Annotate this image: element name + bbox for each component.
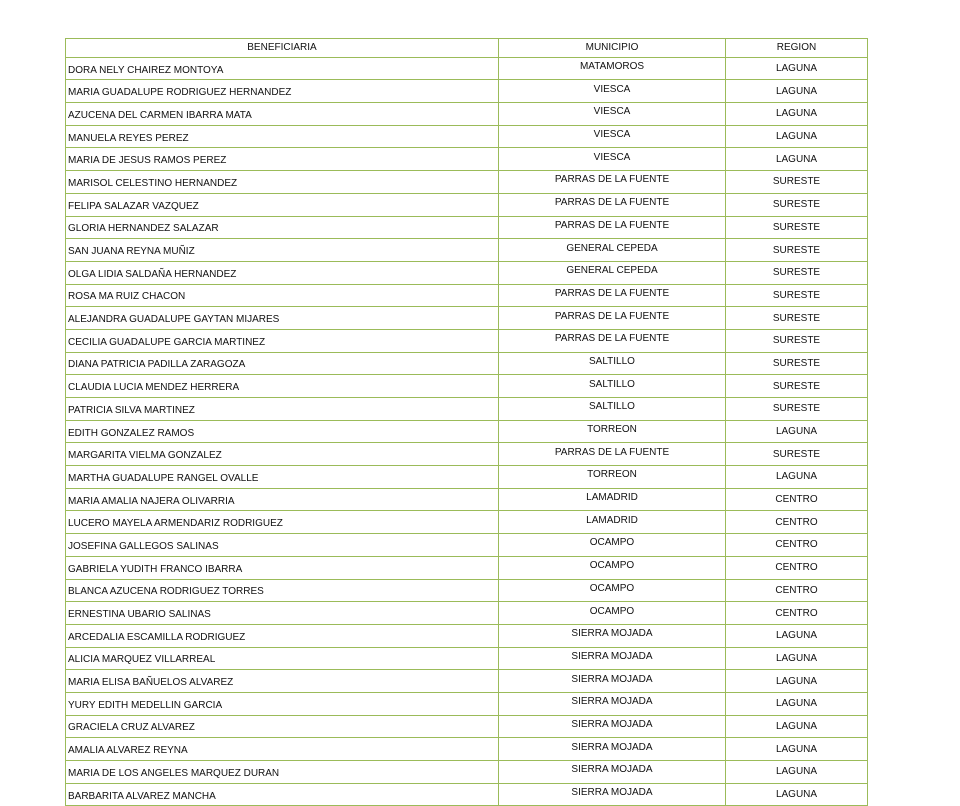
region-cell: CENTRO: [726, 511, 868, 534]
beneficiary-name-cell: EDITH GONZALEZ RAMOS: [66, 420, 499, 443]
region-cell: LAGUNA: [726, 647, 868, 670]
region-cell: CENTRO: [726, 579, 868, 602]
region-cell: SURESTE: [726, 443, 868, 466]
region-cell: LAGUNA: [726, 692, 868, 715]
table-row: [66, 171, 868, 194]
municipality-cell: TORREON: [499, 466, 726, 489]
region-cell: LAGUNA: [726, 148, 868, 171]
region-cell: LAGUNA: [726, 715, 868, 738]
region-cell: CENTRO: [726, 488, 868, 511]
municipality-cell: SALTILLO: [499, 352, 726, 375]
table-row: [66, 670, 868, 693]
region-cell: SURESTE: [726, 398, 868, 421]
table-row: [66, 216, 868, 239]
region-cell: LAGUNA: [726, 738, 868, 761]
column-header-region: REGION: [726, 39, 868, 58]
municipality-cell: OCAMPO: [499, 579, 726, 602]
region-cell: SURESTE: [726, 216, 868, 239]
municipality-cell: SIERRA MOJADA: [499, 692, 726, 715]
table-row: [66, 534, 868, 557]
region-cell: SURESTE: [726, 171, 868, 194]
column-header-beneficiaria: BENEFICIARIA: [66, 39, 499, 58]
municipality-cell: SIERRA MOJADA: [499, 738, 726, 761]
municipality-cell: VIESCA: [499, 148, 726, 171]
beneficiary-name-cell: PATRICIA SILVA MARTINEZ: [66, 398, 499, 421]
beneficiary-name-cell: BARBARITA ALVAREZ MANCHA: [66, 783, 499, 806]
beneficiary-name-cell: FELIPA SALAZAR VAZQUEZ: [66, 193, 499, 216]
beneficiary-name-cell: ARCEDALIA ESCAMILLA RODRIGUEZ: [66, 624, 499, 647]
beneficiary-name-cell: JOSEFINA GALLEGOS SALINAS: [66, 534, 499, 557]
table-row: [66, 193, 868, 216]
table-row: [66, 329, 868, 352]
municipality-cell: VIESCA: [499, 80, 726, 103]
beneficiary-name-cell: MARIA GUADALUPE RODRIGUEZ HERNANDEZ: [66, 80, 499, 103]
region-cell: SURESTE: [726, 352, 868, 375]
municipality-cell: OCAMPO: [499, 602, 726, 625]
table-row: [66, 239, 868, 262]
beneficiary-name-cell: AMALIA ALVAREZ REYNA: [66, 738, 499, 761]
region-cell: SURESTE: [726, 329, 868, 352]
municipality-cell: VIESCA: [499, 103, 726, 126]
table-row: [66, 375, 868, 398]
table-body: [66, 57, 868, 806]
region-cell: LAGUNA: [726, 80, 868, 103]
beneficiary-name-cell: MARIA AMALIA NAJERA OLIVARRIA: [66, 488, 499, 511]
beneficiary-name-cell: MARIA DE LOS ANGELES MARQUEZ DURAN: [66, 761, 499, 784]
header-row: [66, 39, 868, 58]
municipality-cell: SIERRA MOJADA: [499, 783, 726, 806]
beneficiaries-table: [65, 38, 868, 806]
table-row: [66, 692, 868, 715]
municipality-cell: SIERRA MOJADA: [499, 670, 726, 693]
region-cell: SURESTE: [726, 307, 868, 330]
table-row: [66, 715, 868, 738]
table-row: [66, 738, 868, 761]
table-row: [66, 511, 868, 534]
table-row: [66, 556, 868, 579]
region-cell: LAGUNA: [726, 466, 868, 489]
region-cell: CENTRO: [726, 534, 868, 557]
region-cell: CENTRO: [726, 602, 868, 625]
beneficiary-name-cell: ALEJANDRA GUADALUPE GAYTAN MIJARES: [66, 307, 499, 330]
table-row: [66, 761, 868, 784]
municipality-cell: LAMADRID: [499, 511, 726, 534]
table-row: [66, 80, 868, 103]
municipality-cell: TORREON: [499, 420, 726, 443]
beneficiary-name-cell: CLAUDIA LUCIA MENDEZ HERRERA: [66, 375, 499, 398]
beneficiary-name-cell: DORA NELY CHAIREZ MONTOYA: [66, 57, 499, 80]
region-cell: SURESTE: [726, 284, 868, 307]
table-row: [66, 647, 868, 670]
table-row: [66, 261, 868, 284]
municipality-cell: PARRAS DE LA FUENTE: [499, 193, 726, 216]
region-cell: LAGUNA: [726, 125, 868, 148]
beneficiary-name-cell: OLGA LIDIA SALDAÑA HERNANDEZ: [66, 261, 499, 284]
region-cell: SURESTE: [726, 193, 868, 216]
table-row: [66, 284, 868, 307]
beneficiary-name-cell: DIANA PATRICIA PADILLA ZARAGOZA: [66, 352, 499, 375]
municipality-cell: VIESCA: [499, 125, 726, 148]
table-row: [66, 420, 868, 443]
municipality-cell: PARRAS DE LA FUENTE: [499, 443, 726, 466]
table-row: [66, 466, 868, 489]
municipality-cell: SIERRA MOJADA: [499, 647, 726, 670]
region-cell: SURESTE: [726, 261, 868, 284]
beneficiary-name-cell: GLORIA HERNANDEZ SALAZAR: [66, 216, 499, 239]
region-cell: SURESTE: [726, 239, 868, 262]
municipality-cell: GENERAL CEPEDA: [499, 261, 726, 284]
beneficiary-name-cell: SAN JUANA REYNA MUÑIZ: [66, 239, 499, 262]
beneficiary-name-cell: ALICIA MARQUEZ VILLARREAL: [66, 647, 499, 670]
table-row: [66, 103, 868, 126]
municipality-cell: LAMADRID: [499, 488, 726, 511]
municipality-cell: PARRAS DE LA FUENTE: [499, 284, 726, 307]
table-row: [66, 57, 868, 80]
beneficiary-name-cell: LUCERO MAYELA ARMENDARIZ RODRIGUEZ: [66, 511, 499, 534]
beneficiary-name-cell: MARGARITA VIELMA GONZALEZ: [66, 443, 499, 466]
table-row: [66, 783, 868, 806]
municipality-cell: SIERRA MOJADA: [499, 715, 726, 738]
municipality-cell: PARRAS DE LA FUENTE: [499, 329, 726, 352]
municipality-cell: SALTILLO: [499, 398, 726, 421]
beneficiary-name-cell: MARISOL CELESTINO HERNANDEZ: [66, 171, 499, 194]
municipality-cell: GENERAL CEPEDA: [499, 239, 726, 262]
municipality-cell: OCAMPO: [499, 534, 726, 557]
municipality-cell: PARRAS DE LA FUENTE: [499, 216, 726, 239]
region-cell: LAGUNA: [726, 670, 868, 693]
table-row: [66, 602, 868, 625]
table-row: [66, 148, 868, 171]
table-row: [66, 307, 868, 330]
beneficiary-name-cell: ROSA MA RUIZ CHACON: [66, 284, 499, 307]
table-row: [66, 579, 868, 602]
beneficiary-name-cell: MARIA DE JESUS RAMOS PEREZ: [66, 148, 499, 171]
beneficiary-name-cell: GABRIELA YUDITH FRANCO IBARRA: [66, 556, 499, 579]
beneficiary-name-cell: MANUELA REYES PEREZ: [66, 125, 499, 148]
table-row: [66, 488, 868, 511]
region-cell: LAGUNA: [726, 624, 868, 647]
beneficiary-name-cell: MARTHA GUADALUPE RANGEL OVALLE: [66, 466, 499, 489]
table-row: [66, 624, 868, 647]
municipality-cell: PARRAS DE LA FUENTE: [499, 171, 726, 194]
region-cell: LAGUNA: [726, 420, 868, 443]
region-cell: CENTRO: [726, 556, 868, 579]
beneficiary-name-cell: YURY EDITH MEDELLIN GARCIA: [66, 692, 499, 715]
beneficiaries-sheet: [65, 38, 867, 806]
municipality-cell: SIERRA MOJADA: [499, 624, 726, 647]
municipality-cell: SALTILLO: [499, 375, 726, 398]
column-header-municipio: MUNICIPIO: [499, 39, 726, 58]
municipality-cell: MATAMOROS: [499, 57, 726, 80]
beneficiary-name-cell: AZUCENA DEL CARMEN IBARRA MATA: [66, 103, 499, 126]
region-cell: LAGUNA: [726, 103, 868, 126]
region-cell: SURESTE: [726, 375, 868, 398]
municipality-cell: OCAMPO: [499, 556, 726, 579]
beneficiary-name-cell: ERNESTINA UBARIO SALINAS: [66, 602, 499, 625]
table-row: [66, 443, 868, 466]
region-cell: LAGUNA: [726, 57, 868, 80]
table-row: [66, 352, 868, 375]
municipality-cell: PARRAS DE LA FUENTE: [499, 307, 726, 330]
table-row: [66, 398, 868, 421]
beneficiary-name-cell: MARIA ELISA BAÑUELOS ALVAREZ: [66, 670, 499, 693]
beneficiary-name-cell: CECILIA GUADALUPE GARCIA MARTINEZ: [66, 329, 499, 352]
region-cell: LAGUNA: [726, 761, 868, 784]
municipality-cell: SIERRA MOJADA: [499, 761, 726, 784]
beneficiary-name-cell: GRACIELA CRUZ ALVAREZ: [66, 715, 499, 738]
beneficiary-name-cell: BLANCA AZUCENA RODRIGUEZ TORRES: [66, 579, 499, 602]
region-cell: LAGUNA: [726, 783, 868, 806]
table-row: [66, 125, 868, 148]
